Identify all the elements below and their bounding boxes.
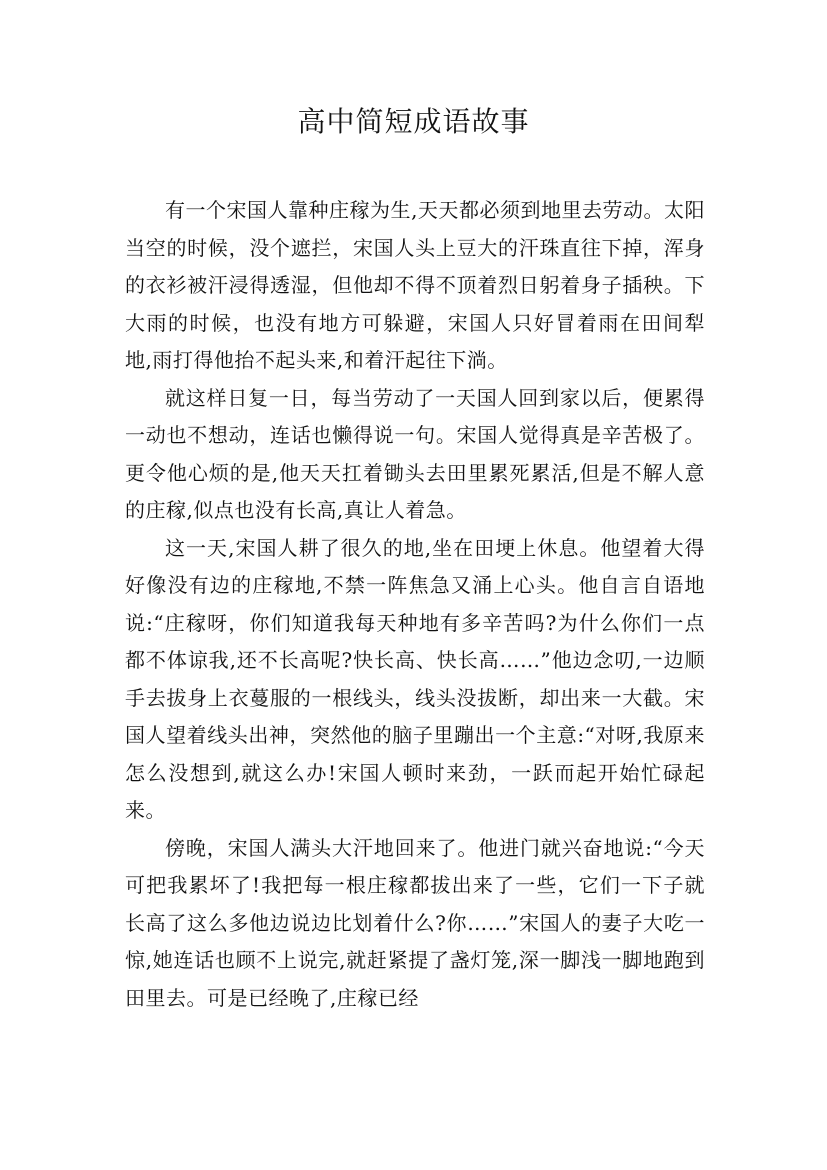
page-title: 高中简短成语故事 xyxy=(297,105,530,138)
paragraph-2: 就这样日复一日，每当劳动了一天国人回到家以后，便累得一动也不想动，连话也懒得说一句。宋国人觉得真是辛苦极了。更令他心烦的是,他天天扛着锄头去田里累死累活,但是不解人意的庄稼,似点也没有长高,真让人着急。 xyxy=(125,385,705,522)
article-body xyxy=(125,192,705,1017)
paragraph-3: 这一天,宋国人耕了很久的地,坐在田埂上休息。他望着大得好像没有边的庄稼地,不禁一阵焦急又涌上心头。他自言自语地说:“庄稼呀，你们知道我每天种地有多辛苦吗?为什么你们一点都不体谅我,还不长高呢?快长高、快长高……”他边念叨,一边顺手去拔身上衣蔓服的一根线头，线头没拔断，却出来一大截。宋国人望着线头出神，突然他的脑子里蹦出一个主意:“对呀,我原来怎么没想到,就这么办!宋国人顿时来劲，一跃而起开始忙碌起来。 xyxy=(125,535,705,822)
paragraph-1: 有一个宋国人靠种庄稼为生,天天都必须到地里去劳动。太阳当空的时候，没个遮拦，宋国人头上豆大的汗珠直往下掉，浑身的衣衫被汗浸得透湿，但他却不得不顶着烈日躬着身子插秧。下大雨的时候，也没有地方可躲避，宋国人只好冒着雨在田间犁地,雨打得他抬不起头来,和着汗起往下淌。 xyxy=(125,198,705,372)
paragraph-4: 傍晚，宋国人满头大汗地回来了。他进门就兴奋地说:“今天可把我累坏了!我把每一根庄稼都拔出来了一些，它们一下子就长高了这么多他边说边比划着什么?你……”宋国人的妻子大吃一惊,她连话也顾不上说完,就赶紧提了盏灯笼,深一脚浅一脚地跑到田里去。可是已经晚了,庄稼已经 xyxy=(125,835,705,1010)
